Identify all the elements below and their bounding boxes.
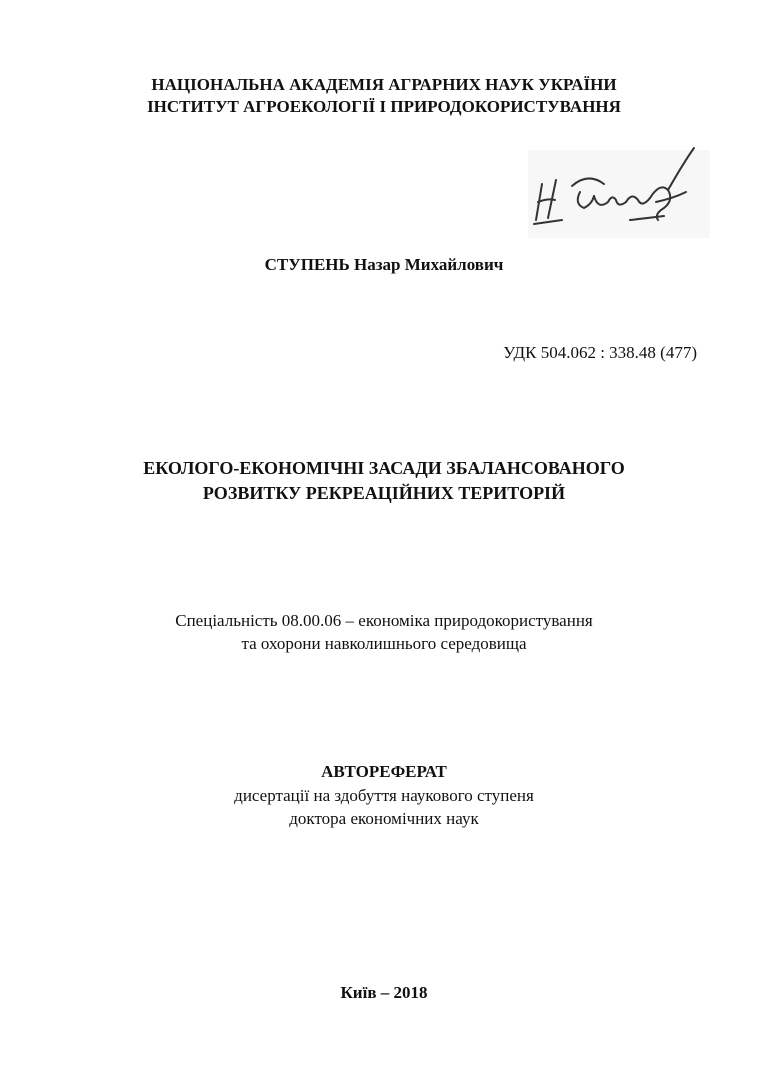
thesis-title-line-1: ЕКОЛОГО-ЕКОНОМІЧНІ ЗАСАДИ ЗБАЛАНСОВАНОГО <box>143 458 625 478</box>
speciality-line-1: Спеціальність 08.00.06 – економіка природокористування <box>175 611 593 630</box>
place-and-year: Київ – 2018 <box>340 983 428 1002</box>
thesis-title-line-2: РОЗВИТКУ РЕКРЕАЦІЙНИХ ТЕРИТОРІЙ <box>202 483 566 503</box>
institution-line-2: ІНСТИТУТ АГРОЕКОЛОГІЇ І ПРИРОДОКОРИСТУВАННЯ <box>147 97 621 116</box>
document-type-line-2: доктора економічних наук <box>289 809 479 828</box>
document-type-line-1: дисертації на здобуття наукового ступеня <box>234 786 534 805</box>
speciality-line-2: та охорони навколишнього середовища <box>241 634 527 653</box>
document-type-heading: АВТОРЕФЕРАТ <box>321 762 447 781</box>
handwritten-signature-icon <box>528 142 710 238</box>
udk-code: УДК 504.062 : 338.48 (477) <box>503 343 697 362</box>
institution-line-1: НАЦІОНАЛЬНА АКАДЕМІЯ АГРАРНИХ НАУК УКРАЇНИ <box>151 75 617 94</box>
author-name: СТУПЕНЬ Назар Михайлович <box>264 255 504 274</box>
